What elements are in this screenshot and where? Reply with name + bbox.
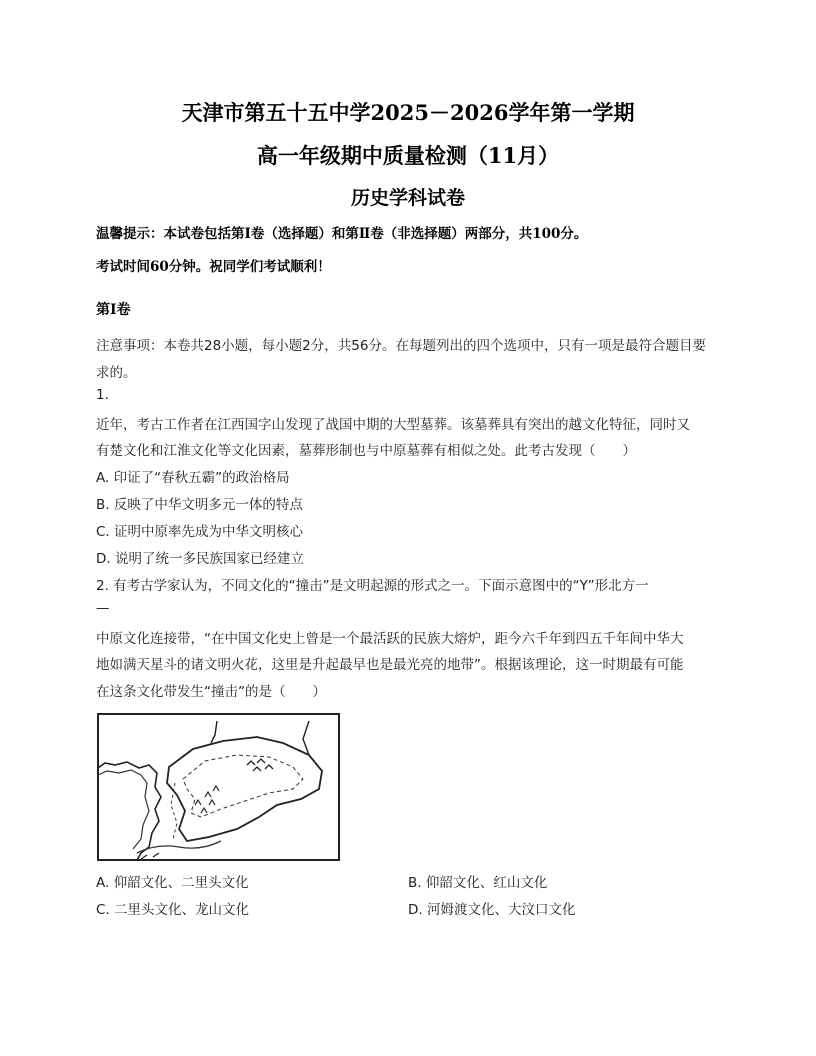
question-2-stem-line-1: 2. 有考古学家认为，不同文化的“撞击”是文明起源的形式之一。下面示意图中的“Y”形北方一 (96, 578, 649, 594)
culture-belt-map (97, 713, 340, 861)
question-2-stem-line-3: 中原文化连接带，“在中国文化史上曾是一个最活跃的民族大熔炉，距今六千年到四五千年间中华大 (96, 631, 684, 647)
question-2-option-b: B. 仰韶文化、红山文化 (408, 875, 548, 891)
exam-school-title: 天津市第五十五中学2025－2026学年第一学期 (181, 100, 635, 125)
question-1-option-a: A. 印证了“春秋五霸”的政治格局 (96, 470, 290, 486)
notice-line-1: 注意事项：本卷共28小题，每小题2分，共56分。在每题列出的四个选项中，只有一项是最符合题目要 (96, 338, 706, 354)
question-2-option-d: D. 河姆渡文化、大汶口文化 (408, 902, 576, 918)
section-title: 第Ⅰ卷 (96, 302, 131, 318)
exam-grade-title: 高一年级期中质量检测（11月） (256, 143, 560, 168)
question-1-stem-line-2: 有楚文化和江淮文化等文化因素，墓葬形制也与中原墓葬有相似之处。此考古发现（ ） (96, 443, 636, 459)
question-1-option-b: B. 反映了中华文明多元一体的特点 (96, 497, 303, 513)
question-1-stem-line-1: 近年，考古工作者在江西国字山发现了战国中期的大型墓葬。该墓葬具有突出的越文化特征，同时又 (96, 417, 690, 433)
question-1-number: 1. (96, 387, 109, 403)
tip-line-2: 考试时间60分钟。祝同学们考试顺利！ (96, 259, 331, 275)
question-1-option-c: C. 证明中原率先成为中华文明核心 (96, 524, 304, 540)
question-2-option-a: A. 仰韶文化、二里头文化 (96, 875, 249, 891)
tip-line-1: 温馨提示：本试卷包括第Ⅰ卷（选择题）和第Ⅱ卷（非选择题）两部分，共100分。 (96, 226, 588, 242)
exam-subject-title: 历史学科试卷 (350, 187, 465, 209)
question-2-option-c: C. 二里头文化、龙山文化 (96, 902, 250, 918)
question-2-stem-line-4: 地如满天星斗的诸文明火花，这里是升起最早也是最光亮的地带”。根据该理论，这一时期最有可能 (96, 657, 684, 673)
question-2-stem-line-5: 在这条文化带发生“撞击”的是（ ） (96, 684, 326, 700)
question-2-stem-line-2: — (96, 600, 110, 616)
question-1-option-d: D. 说明了统一多民族国家已经建立 (96, 551, 304, 567)
notice-line-2: 求的。 (96, 365, 137, 381)
